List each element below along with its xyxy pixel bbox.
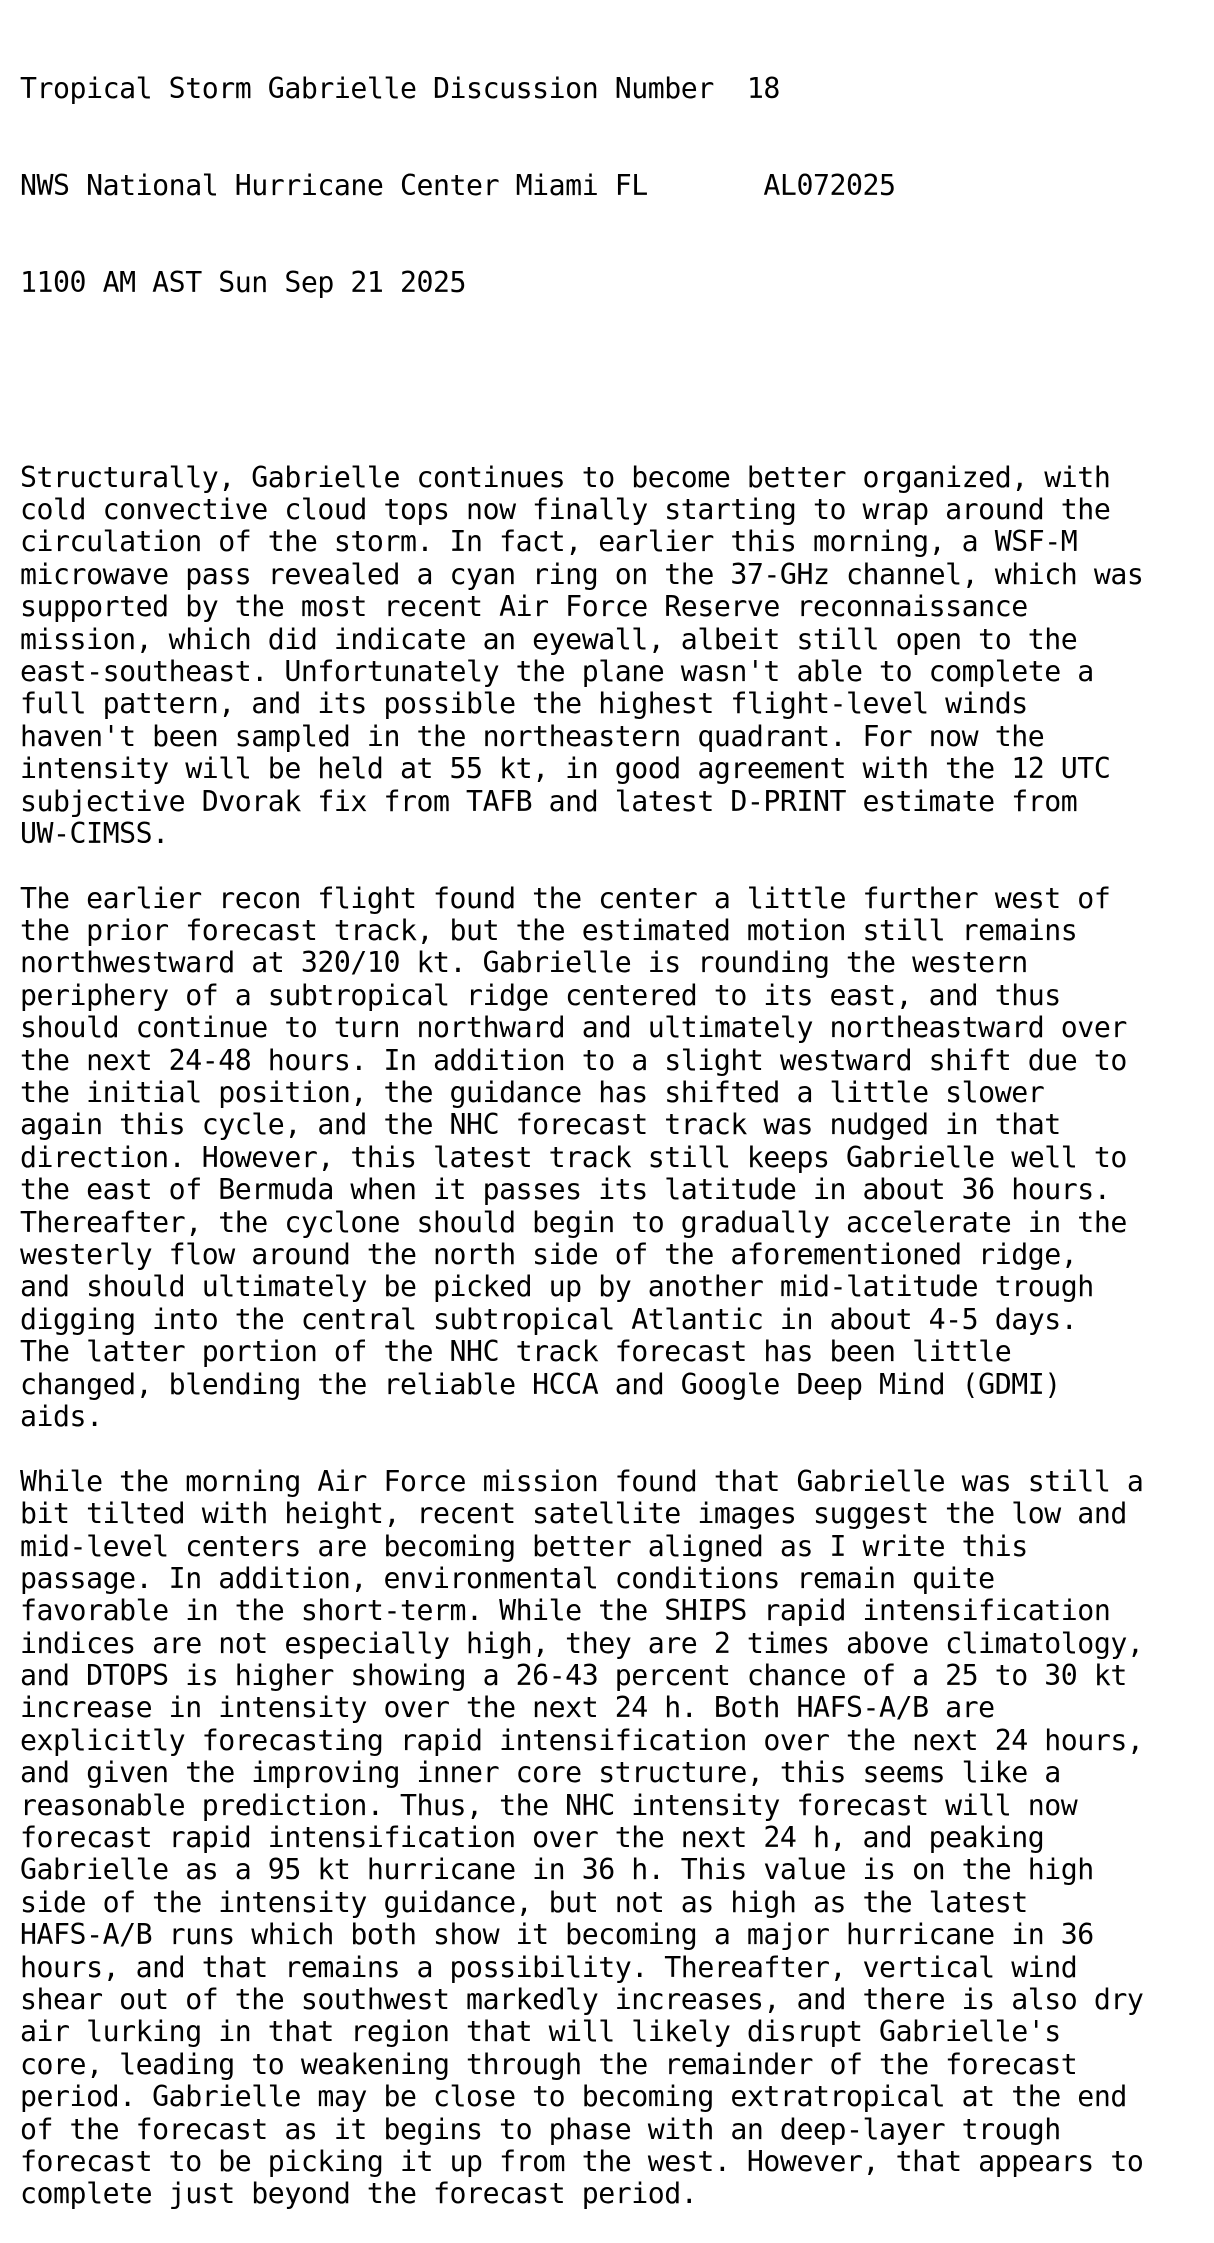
text-line: Thereafter, the cyclone should begin to gradually accelerate in the [20,1205,1127,1239]
text-line: Gabrielle as a 95 kt hurricane in 36 h. This value is on the high [20,1853,1094,1887]
text-line: HAFS-A/B runs which both show it becoming a major hurricane in 36 [20,1918,1094,1952]
text-line: side of the intensity guidance, but not as high as the latest [20,1885,1028,1919]
discussion-body [20,462,1214,2211]
text-line: changed, blending the reliable HCCA and Google Deep Mind (GDMI) [20,1367,1061,1401]
discussion-title: Tropical Storm Gabrielle Discussion Number 18 [20,71,780,105]
blank-line [20,850,1214,882]
text-line: indices are not especially high, they are 2 times above climatology, [20,1626,1144,1660]
text-line: and DTOPS is higher showing a 26-43 percent chance of a 25 to 30 kt [20,1659,1127,1693]
text-line: air lurking in that region that will likely disrupt Gabrielle's [20,2015,1061,2049]
text-line: the east of Bermuda when it passes its latitude in about 36 hours. [20,1173,1111,1207]
text-line: haven't been sampled in the northeastern quadrant. For now the [20,719,1045,753]
text-line: mission, which did indicate an eyewall, albeit still open to the [20,622,1078,656]
text-line: east-southeast. Unfortunately the plane wasn't able to complete a [20,654,1094,688]
text-line: Structurally, Gabrielle continues to become better organized, with [20,460,1111,494]
text-line: and should ultimately be picked up by another mid-latitude trough [20,1270,1094,1304]
text-line: periphery of a subtropical ridge centered to its east, and thus [20,978,1061,1012]
text-line: reasonable prediction. Thus, the NHC intensity forecast will now [20,1788,1078,1822]
text-line: increase in intensity over the next 24 h. Both HAFS-A/B are [20,1691,995,1725]
text-line: westerly flow around the north side of the aforementioned ridge, [20,1238,1078,1271]
text-line: forecast rapid intensification over the next 24 h, and peaking [20,1821,1045,1855]
blank-line [20,364,1214,396]
text-line: hours, and that remains a possibility. Thereafter, vertical wind [20,1950,1078,1984]
text-line: and given the improving inner core structure, this seems like a [20,1756,1061,1790]
text-line: should continue to turn northward and ultimately northeastward over [20,1011,1127,1045]
text-line: aids. [20,1399,103,1433]
track-paragraph [20,883,1214,1434]
structure-paragraph [20,462,1214,851]
text-line: favorable in the short-term. While the SHIPS rapid intensification [20,1594,1111,1628]
text-line: again this cycle, and the NHC forecast track was nudged in that [20,1108,1061,1142]
text-line: intensity will be held at 55 kt, in good agreement with the 12 UTC [20,752,1111,786]
text-line: subjective Dvorak fix from TAFB and latest D-PRINT estimate from [20,784,1078,818]
text-line: circulation of the storm. In fact, earlier this morning, a WSF-M [20,525,1078,559]
text-line: northwestward at 320/10 kt. Gabrielle is rounding the western [20,946,1028,980]
text-line: shear out of the southwest markedly increases, and there is also dry [20,1982,1144,2016]
text-line: The earlier recon flight found the center a little further west of [20,881,1111,915]
text-line: cold convective cloud tops now finally starting to wrap around the [20,493,1111,527]
text-line: period. Gabrielle may be close to becoming extratropical at the end [20,2080,1127,2114]
text-line: the prior forecast track, but the estimated motion still remains [20,914,1078,948]
blank-line [20,1433,1214,1465]
text-line: supported by the most recent Air Force Reserve reconnaissance [20,590,1028,624]
text-line: The latter portion of the NHC track forecast has been little [20,1335,1012,1369]
text-line: of the forecast as it begins to phase with an deep-layer trough [20,2112,1061,2146]
text-line: While the morning Air Force mission found that Gabrielle was still a [20,1464,1144,1498]
text-line: the next 24-48 hours. In addition to a slight westward shift due to [20,1043,1127,1077]
text-line: full pattern, and its possible the highest flight-level winds [20,687,1028,721]
text-line: forecast to be picking it up from the west. However, that appears to [20,2144,1144,2178]
text-line: passage. In addition, environmental conditions remain quite [20,1561,995,1595]
text-line: digging into the central subtropical Atlantic in about 4-5 days. [20,1302,1078,1336]
text-line: explicitly forecasting rapid intensification over the next 24 hours, [20,1723,1144,1757]
text-line: microwave pass revealed a cyan ring on the 37-GHz channel, which was [20,557,1144,591]
issuance-time: 1100 AM AST Sun Sep 21 2025 [20,266,467,300]
issuing-office: NWS National Hurricane Center Miami FL AL072025 [20,169,896,203]
text-line: direction. However, this latest track still keeps Gabrielle well to [20,1140,1127,1174]
text-line: mid-level centers are becoming better aligned as I write this [20,1529,1028,1563]
text-line: UW-CIMSS. [20,816,169,850]
text-line: complete just beyond the forecast period. [20,2177,698,2211]
text-line: bit tilted with height, recent satellite images suggest the low and [20,1497,1127,1531]
text-line: the initial position, the guidance has shifted a little slower [20,1076,1045,1110]
intensity-paragraph [20,1466,1214,2211]
text-line: core, leading to weakening through the remainder of the forecast [20,2047,1078,2081]
